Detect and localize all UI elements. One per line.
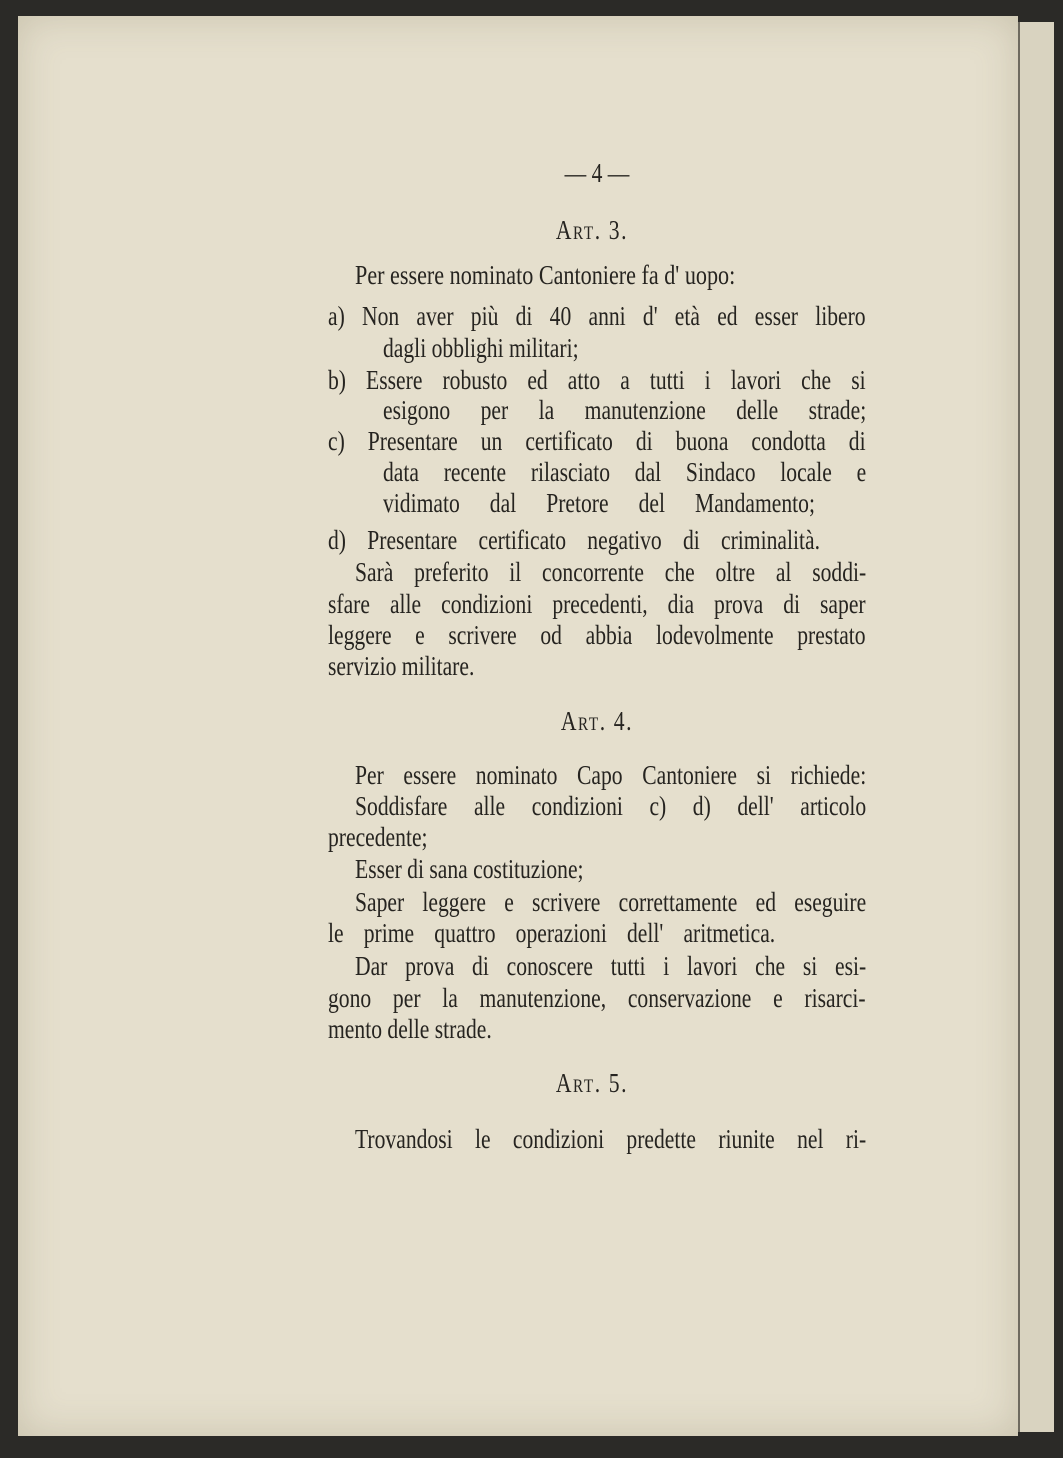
page-number: — 4 — [564, 158, 630, 188]
text-line: leggere e scrivere od abbia lodevolmente prestato [328, 620, 866, 650]
article-heading: Art. 4. [560, 706, 634, 736]
text-line: Dar prova di conoscere tutti i lavori che si esi- [355, 951, 867, 981]
text-line: c) Presentare un certificato di buona condotta di [328, 426, 866, 456]
article-heading: Art. 3. [555, 215, 629, 245]
text-line: servizio militare. [328, 651, 475, 681]
text-line: precedente; [328, 822, 428, 852]
text-line: vidimato dal Pretore del Mandamento; [383, 488, 815, 518]
text-line: Soddisfare alle condizioni c) d) dell' articolo [355, 791, 867, 821]
text-line: b) Essere robusto ed atto a tutti i lavori che si [328, 365, 866, 395]
text-line: Trovandosi le condizioni predette riunite nel ri- [355, 1124, 867, 1154]
text-line: Saper leggere e scrivere correttamente ed eseguire [355, 887, 867, 917]
text-line: sfare alle condizioni precedenti, dia prova di saper [328, 589, 866, 619]
text-line: dagli obblighi militari; [383, 333, 579, 363]
text-line: Esser di sana costituzione; [355, 854, 584, 884]
text-line: esigono per la manutenzione delle strade; [383, 395, 867, 425]
text-line: mento delle strade. [328, 1014, 492, 1044]
text-line: le prime quattro operazioni dell' aritmetica. [328, 918, 776, 948]
text-line: data recente rilasciato dal Sindaco locale e [383, 457, 867, 487]
article-heading: Art. 5. [555, 1068, 629, 1098]
next-page-edge [1018, 22, 1054, 1432]
text-line: Per essere nominato Cantoniere fa d' uopo: [355, 260, 736, 290]
text-line: d) Presentare certificato negativo di criminalità. [328, 525, 820, 555]
text-line: a) Non aver più di 40 anni d' età ed esser libero [328, 301, 866, 331]
text-line: gono per la manutenzione, conservazione e risarci- [328, 983, 866, 1013]
text-line: Per essere nominato Capo Cantoniere si richiede: [355, 760, 867, 790]
text-line: Sarà preferito il concorrente che oltre al soddi- [355, 557, 867, 587]
